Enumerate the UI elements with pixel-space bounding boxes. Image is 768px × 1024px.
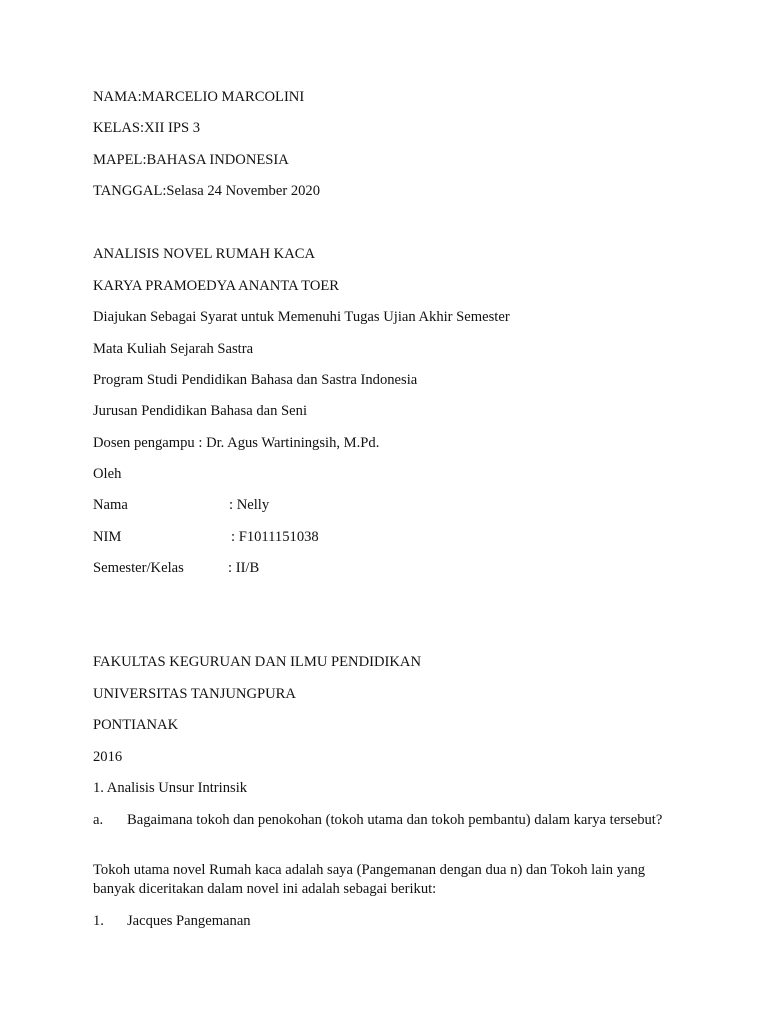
- question-a: [93, 811, 663, 830]
- question-a-marker: a.: [93, 812, 104, 828]
- class-line: KELAS:XII IPS 3: [93, 120, 201, 136]
- subject-line: MAPEL:BAHASA INDONESIA: [93, 152, 289, 168]
- section-heading: 1. Analisis Unsur Intrinsik: [93, 780, 248, 796]
- student-name-label: Nama: [93, 497, 128, 513]
- cover-title: ANALISIS NOVEL RUMAH KACA: [93, 246, 316, 262]
- list-item-1: [93, 912, 663, 931]
- student-semester-label: Semester/Kelas: [93, 560, 184, 576]
- cover-university: UNIVERSITAS TANJUNGPURA: [93, 686, 296, 702]
- date-line: TANGGAL:Selasa 24 November 2020: [93, 183, 321, 199]
- cover-purpose: Diajukan Sebagai Syarat untuk Memenuhi Tugas Ujian Akhir Semester: [93, 309, 510, 325]
- student-name-value: : Nelly: [229, 497, 270, 513]
- cover-faculty: FAKULTAS KEGURUAN DAN ILMU PENDIDIKAN: [93, 654, 421, 670]
- student-semester-value: : II/B: [228, 560, 260, 576]
- student-nim-value: : F1011151038: [231, 529, 319, 545]
- cover-author: KARYA PRAMOEDYA ANANTA TOER: [93, 278, 340, 294]
- cover-course: Mata Kuliah Sejarah Sastra: [93, 341, 254, 357]
- cover-department: Jurusan Pendidikan Bahasa dan Seni: [93, 403, 308, 419]
- cover-city: PONTIANAK: [93, 717, 179, 733]
- list-item-1-text: Jacques Pangemanan: [127, 913, 251, 929]
- cover-by: Oleh: [93, 466, 122, 482]
- student-name-line: NAMA:MARCELIO MARCOLINI: [93, 89, 305, 105]
- cover-lecturer: Dosen pengampu : Dr. Agus Wartiningsih, M.Pd.: [93, 435, 380, 451]
- body-paragraph: Tokoh utama novel Rumah kaca adalah saya (Pangemanan dengan dua n) dan Tokoh lain yang banyak diceritakan dalam novel ini adalah sebagai berikut:: [93, 862, 646, 897]
- cover-program: Program Studi Pendidikan Bahasa dan Sastra Indonesia: [93, 372, 418, 388]
- cover-year: 2016: [93, 749, 123, 765]
- list-item-1-marker: 1.: [93, 913, 104, 929]
- student-nim-label: NIM: [93, 529, 122, 545]
- question-a-text: Bagaimana tokoh dan penokohan (tokoh utama dan tokoh pembantu) dalam karya tersebut?: [127, 812, 663, 828]
